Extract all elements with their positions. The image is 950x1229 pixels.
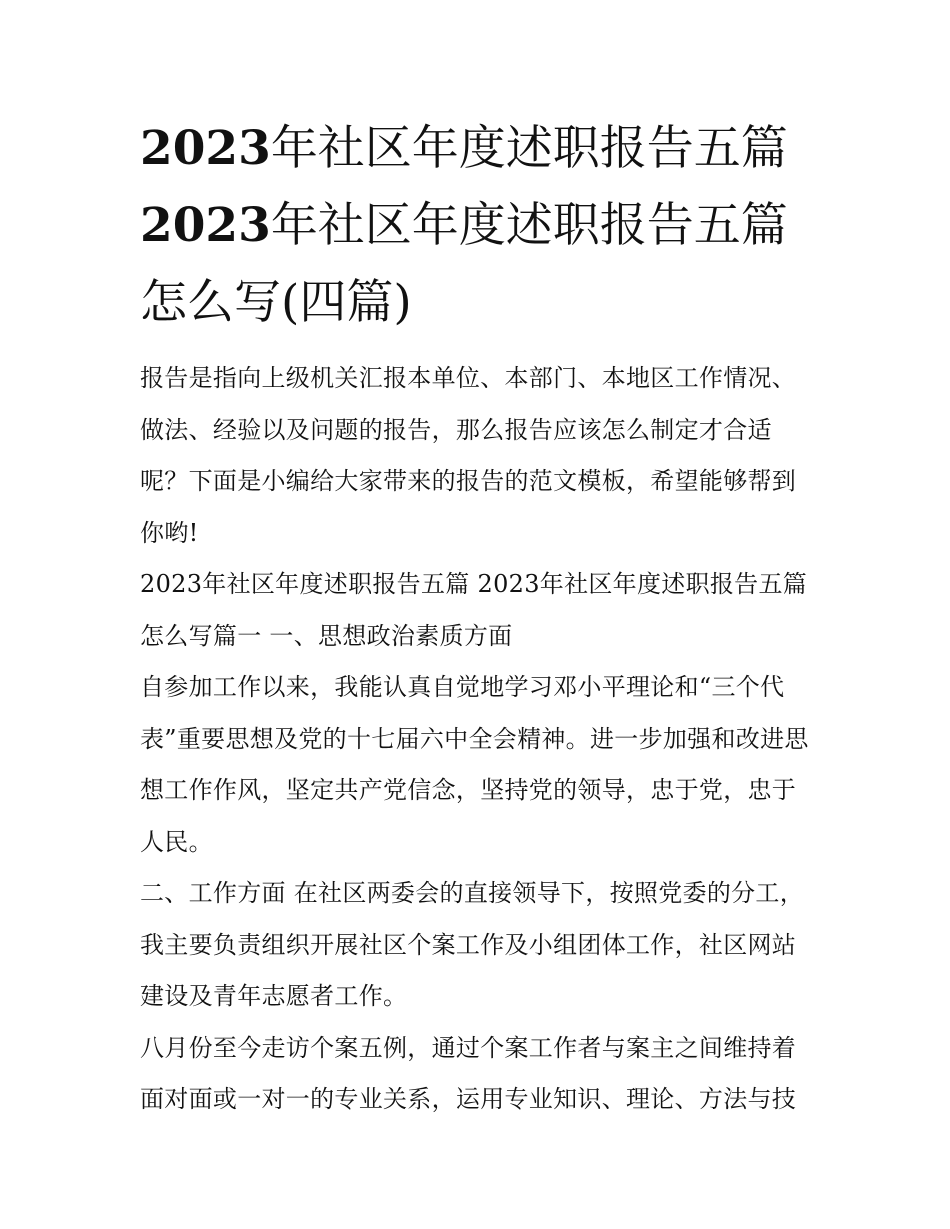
intro-paragraph: 报告是指向上级机关汇报本单位、本部门、本地区工作情况、做法、经验以及问题的报告，那么报告应该怎么制定才合适呢？下面是小编给大家带来的报告的范文模板，希望能够帮到你哟!: [140, 364, 797, 547]
section-heading-paragraph: 2023年社区年度述职报告五篇 2023年社区年度述职报告五篇怎么写篇一 一、思想政治素质方面: [140, 570, 808, 650]
title-text: 怎么写(四篇): [140, 275, 412, 330]
body-paragraph: 二、工作方面 在社区两委会的直接领导下，按照党委的分工，我主要负责组织开展社区个案工作及小组团体工作，社区网站建设及青年志愿者工作。: [140, 879, 805, 1010]
title-line-1: [140, 110, 820, 187]
body-paragraph: 自参加工作以来，我能认真自觉地学习邓小平理论和“三个代表”重要思想及党的十七届六中全会精神。进一步加强和改进思想工作作风，坚定共产党信念，坚持党的领导，忠于党，忠于人民。: [140, 673, 809, 856]
title-line-2: [140, 187, 820, 264]
title-year: 2023: [140, 121, 271, 176]
title-text: 年社区年度述职报告五篇: [270, 198, 788, 253]
document-title: [140, 110, 820, 341]
title-text: 年社区年度述职报告五篇: [270, 121, 788, 176]
title-line-3: [140, 264, 820, 341]
body-paragraph: 八月份至今走访个案五例，通过个案工作者与案主之间维持着面对面或一对一的专业关系，运用专业知识、理论、方法与技: [140, 1033, 797, 1113]
title-year: 2023: [140, 198, 271, 253]
document-page: [140, 110, 820, 1126]
